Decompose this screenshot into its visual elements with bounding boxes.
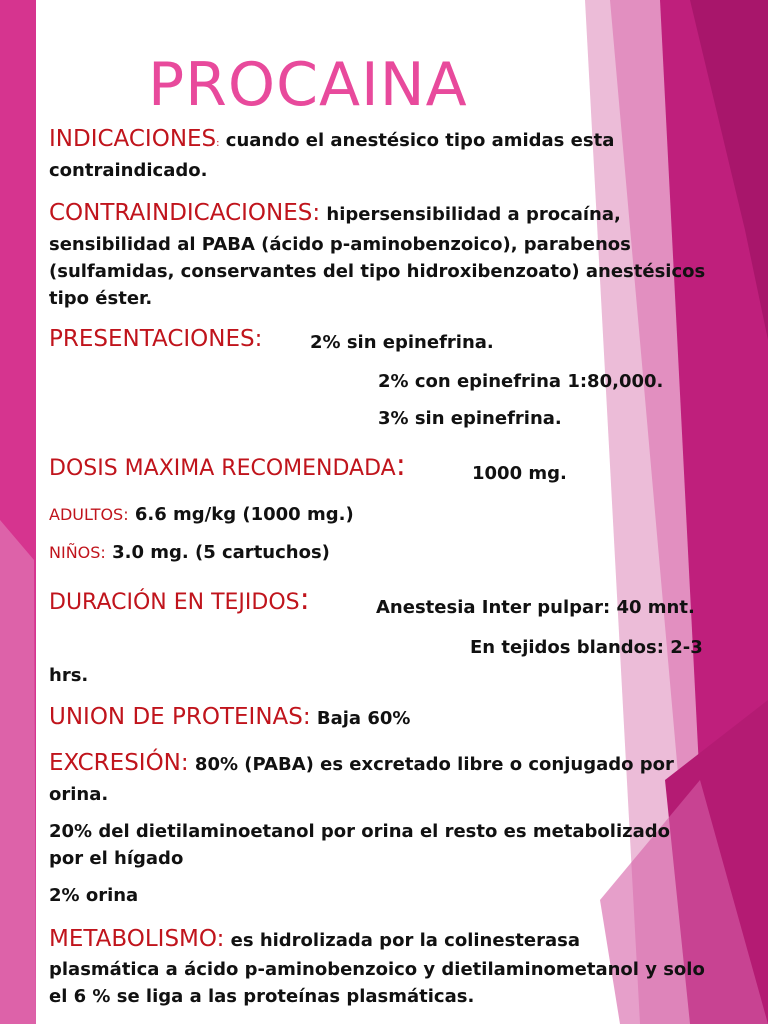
indicaciones-colon: : (216, 138, 220, 149)
presentacion-item-3: 3% sin epinefrina. (378, 408, 562, 429)
presentacion-item-2: 2% con epinefrina 1:80,000. (378, 371, 664, 392)
adultos-line (49, 504, 354, 525)
duracion-line (49, 582, 310, 617)
metabolismo-text-1: es hidrolizada por la colinesterasa (230, 930, 580, 951)
contraindicaciones-text-1: hipersensibilidad a procaína, (320, 204, 621, 225)
excrecion-text-5: 2% orina (49, 885, 139, 906)
presentaciones-label: PRESENTACIONES: (49, 326, 263, 352)
ninos-line (49, 542, 330, 563)
indicaciones-text-1: cuando el anestésico tipo amidas esta (219, 130, 615, 151)
metabolismo-text-3: el 6 % se liga a las proteínas plasmáticas. (49, 986, 475, 1007)
metabolismo-text-2: plasmática a ácido p-aminobenzoico y dietilaminometanol y solo (49, 959, 705, 980)
ninos-label: NIÑOS: (49, 543, 106, 562)
excrecion-label: EXCRESIÓN: (49, 750, 189, 776)
metabolismo-line (49, 926, 580, 952)
dosis-label: DOSIS MAXIMA RECOMENDADA (49, 456, 396, 481)
excrecion-text-4: por el hígado (49, 848, 184, 869)
metabolismo-label: METABOLISMO: (49, 926, 225, 952)
adultos-label: ADULTOS: (49, 505, 129, 524)
union-line (49, 704, 410, 730)
duracion-text-3: hrs. (49, 665, 89, 686)
contraindicaciones-label: CONTRAINDICACIONES: (49, 200, 321, 226)
excrecion-text-3: 20% del dietilaminoetanol por orina el resto es metabolizado (49, 821, 670, 842)
dosis-colon: : (395, 448, 406, 483)
indicaciones-line (49, 126, 614, 152)
duracion-text-2: En tejidos blandos: 2-3 (470, 637, 703, 658)
excrecion-line (49, 750, 674, 776)
duracion-label: DURACIÓN EN TEJIDOS (49, 590, 300, 615)
duracion-text-1: Anestesia Inter pulpar: 40 mnt. (376, 597, 695, 618)
presentacion-item-1: 2% sin epinefrina. (310, 332, 494, 353)
dosis-value: 1000 mg. (472, 463, 567, 484)
indicaciones-label: INDICACIONES (49, 126, 217, 152)
union-label: UNION DE PROTEINAS: (49, 704, 311, 730)
slide-title: PROCAINA (148, 50, 468, 120)
ninos-value: 3.0 mg. (5 cartuchos) (112, 542, 330, 563)
excrecion-text-2: orina. (49, 784, 109, 805)
contraindicaciones-text-3: (sulfamidas, conservantes del tipo hidroxibenzoato) anestésicos (49, 261, 706, 282)
duracion-colon: : (299, 582, 310, 617)
adultos-value: 6.6 mg/kg (1000 mg.) (134, 504, 354, 525)
contraindicaciones-text-4: tipo éster. (49, 288, 153, 309)
union-value: Baja 60% (316, 708, 411, 729)
contraindicaciones-text-2: sensibilidad al PABA (ácido p-aminobenzoico), parabenos (49, 234, 631, 255)
indicaciones-text-2: contraindicado. (49, 160, 208, 181)
contraindicaciones-line (49, 200, 621, 226)
dosis-line (49, 448, 406, 483)
excrecion-text-1: 80% (PABA) es excretado libre o conjugado por (194, 754, 674, 775)
